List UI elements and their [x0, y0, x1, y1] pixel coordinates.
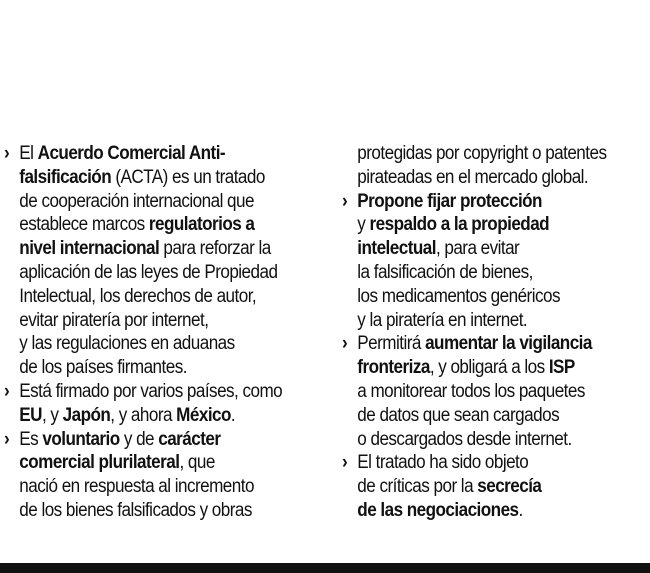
text-line — [19, 237, 282, 261]
left-column — [4, 142, 282, 523]
bullet-item — [342, 332, 606, 451]
bold-text: carácter — [158, 428, 221, 450]
text-run: para reforzar la — [159, 238, 271, 260]
bold-text: regulatorios a — [148, 214, 255, 236]
text-run: , para evitar — [435, 238, 520, 260]
text-line — [357, 475, 606, 499]
text-run: pirateadas en el mercado global. — [357, 166, 589, 188]
text-line — [19, 166, 282, 190]
text-line — [357, 499, 606, 523]
text-line — [19, 404, 282, 428]
bullet-item — [4, 428, 282, 523]
text-line — [357, 166, 606, 190]
text-line — [357, 213, 606, 237]
text-run: El tratado ha sido objeto — [357, 452, 529, 474]
bullet-arrow-icon: › — [4, 143, 10, 164]
text-line — [357, 237, 606, 261]
bold-text: EU — [19, 404, 42, 426]
text-line — [19, 190, 282, 214]
text-run: a monitorear todos los paquetes — [357, 380, 585, 402]
text-run: o descargados desde internet. — [357, 428, 572, 450]
bullet-item — [342, 451, 606, 522]
bold-text: aumentar la vigilancia — [425, 333, 592, 355]
text-run: nació en respuesta al incremento — [19, 476, 254, 498]
text-line — [19, 332, 282, 356]
text-line — [357, 261, 606, 285]
text-line — [357, 309, 606, 333]
text-line — [357, 332, 606, 356]
text-run: y la piratería en internet. — [357, 309, 528, 331]
text-run: los medicamentos genéricos — [357, 285, 560, 307]
bold-text: Japón — [62, 404, 111, 426]
text-line — [19, 213, 282, 237]
text-line — [19, 309, 282, 333]
text-line — [357, 380, 606, 404]
text-line — [19, 451, 282, 475]
continuation-text — [342, 142, 606, 190]
text-run: Permitirá — [357, 333, 426, 355]
text-line — [357, 142, 606, 166]
bold-text: voluntario — [42, 428, 120, 450]
text-line — [19, 285, 282, 309]
bold-text: respaldo a la propiedad — [369, 214, 550, 236]
text-run: (ACTA) es un tratado — [111, 166, 265, 188]
bullet-item — [4, 380, 282, 428]
text-line — [357, 285, 606, 309]
text-line — [19, 428, 282, 452]
text-run: y — [357, 214, 370, 236]
bold-text: de las negociaciones — [357, 499, 519, 521]
bold-text: ISP — [548, 357, 575, 379]
text-run: protegidas por copyright o patentes — [357, 143, 607, 164]
bold-text: fronteriza — [357, 357, 430, 379]
text-line — [357, 451, 606, 475]
text-run: , y obligará a los — [429, 357, 549, 379]
bottom-bar — [0, 563, 650, 573]
bold-text: Propone fijar protección — [357, 190, 542, 212]
text-run: , y ahora — [110, 404, 177, 426]
bullet-arrow-icon: › — [4, 428, 10, 450]
bold-text: nivel internacional — [19, 238, 160, 260]
text-line — [19, 261, 282, 285]
bullet-arrow-icon: › — [4, 380, 10, 402]
text-run: Es — [19, 428, 43, 450]
text-run: de cooperación internacional que — [19, 190, 254, 212]
text-run: , que — [179, 452, 215, 474]
bold-text: falsificación — [19, 166, 112, 188]
text-line — [357, 190, 606, 214]
text-run: Intelectual, los derechos de autor, — [19, 285, 257, 307]
bullet-arrow-icon: › — [342, 190, 348, 212]
text-run: Está firmado por varios países, como — [19, 380, 283, 402]
text-run: la falsificación de bienes, — [357, 261, 533, 283]
bold-text: intelectual — [357, 238, 436, 260]
text-run: de los países firmantes. — [19, 357, 187, 379]
bullet-arrow-icon: › — [342, 452, 348, 474]
bold-text: comercial plurilateral — [19, 452, 180, 474]
text-line — [357, 404, 606, 428]
text-run: , y — [41, 404, 63, 426]
text-run: y de — [119, 428, 159, 450]
text-line — [19, 475, 282, 499]
text-line — [357, 356, 606, 380]
text-line — [19, 142, 282, 166]
text-run: El — [19, 143, 38, 164]
text-run: aplicación de las leyes de Propiedad — [19, 261, 278, 283]
bullet-item — [342, 190, 606, 333]
text-run: . — [518, 499, 523, 521]
text-line — [19, 356, 282, 380]
text-run: evitar piratería por internet, — [19, 309, 209, 331]
text-run: establece marcos — [19, 214, 149, 236]
text-run: de los bienes falsificados y obras — [19, 499, 252, 521]
text-line — [357, 428, 606, 452]
text-run: de datos que sean cargados — [357, 404, 560, 426]
bold-text: secrecía — [477, 476, 542, 498]
bullet-arrow-icon: › — [342, 333, 348, 355]
right-column — [342, 142, 606, 523]
text-run: y las regulaciones en aduanas — [19, 333, 235, 355]
text-run: . — [230, 404, 236, 426]
text-line — [19, 499, 282, 523]
text-run: de críticas por la — [357, 476, 478, 498]
text-line — [19, 380, 282, 404]
bold-text: Acuerdo Comercial Anti- — [37, 143, 226, 164]
bullet-item — [4, 142, 282, 380]
bold-text: México — [176, 404, 231, 426]
